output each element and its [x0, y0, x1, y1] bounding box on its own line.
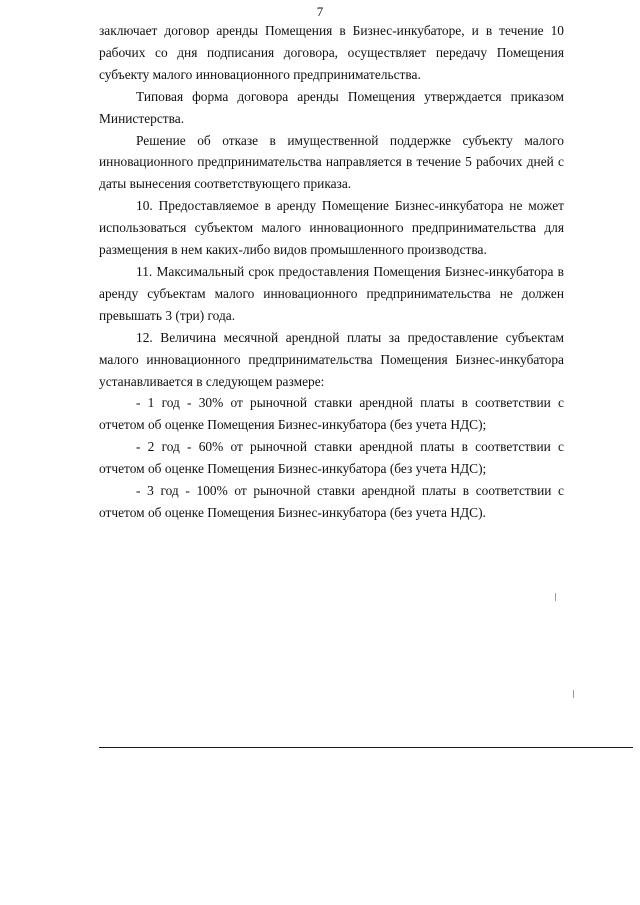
- page-number: 7: [316, 4, 324, 19]
- paragraph-1: заключает договор аренды Помещения в Бизнес-инкубаторе, и в течение 10 рабочих со дня подписания договора, осуществляет передачу Помещения субъекту малого инновационного предпринимательства.: [99, 23, 564, 82]
- paragraph-3: Решение об отказе в имущественной поддержке субъекту малого инновационного предпринимательства направляется в течение 5 рабочих дней с даты вынесения соответствующего приказа.: [99, 132, 564, 192]
- bottom-divider: [99, 747, 633, 748]
- list-item-year-1: - 1 год - 30% от рыночной ставки арендной платы в соответствии с отчетом об оценке Помещения Бизнес-инкубатора (без учета НДС);: [99, 395, 564, 433]
- document-body: [99, 20, 564, 524]
- scan-speck: [573, 690, 574, 698]
- paragraph-2: Типовая форма договора аренды Помещения утверждается приказом Министерства.: [99, 88, 564, 126]
- paragraph-item-11: 11. Максимальный срок предоставления Помещения Бизнес-инкубатора в аренду субъектам малого инновационного предпринимательства не должен превышать 3 (три) года.: [99, 263, 564, 323]
- paragraph-item-12: 12. Величина месячной арендной платы за предоставление субъектам малого инновационного предпринимательства Помещения Бизнес-инкубатора устанавливается в следующем размере:: [99, 329, 564, 389]
- list-item-year-2: - 2 год - 60% от рыночной ставки арендной платы в соответствии с отчетом об оценке Помещения Бизнес-инкубатора (без учета НДС);: [99, 439, 564, 477]
- list-item-year-3: - 3 год - 100% от рыночной ставки арендной платы в соответствии с отчетом об оценке Помещения Бизнес-инкубатора (без учета НДС).: [99, 483, 564, 520]
- paragraph-item-10: 10. Предоставляемое в аренду Помещение Бизнес-инкубатора не может использоваться субъектом малого инновационного предпринимательства для размещения в нем каких-либо видов промышленного производства.: [99, 198, 564, 258]
- scan-speck: [555, 593, 556, 601]
